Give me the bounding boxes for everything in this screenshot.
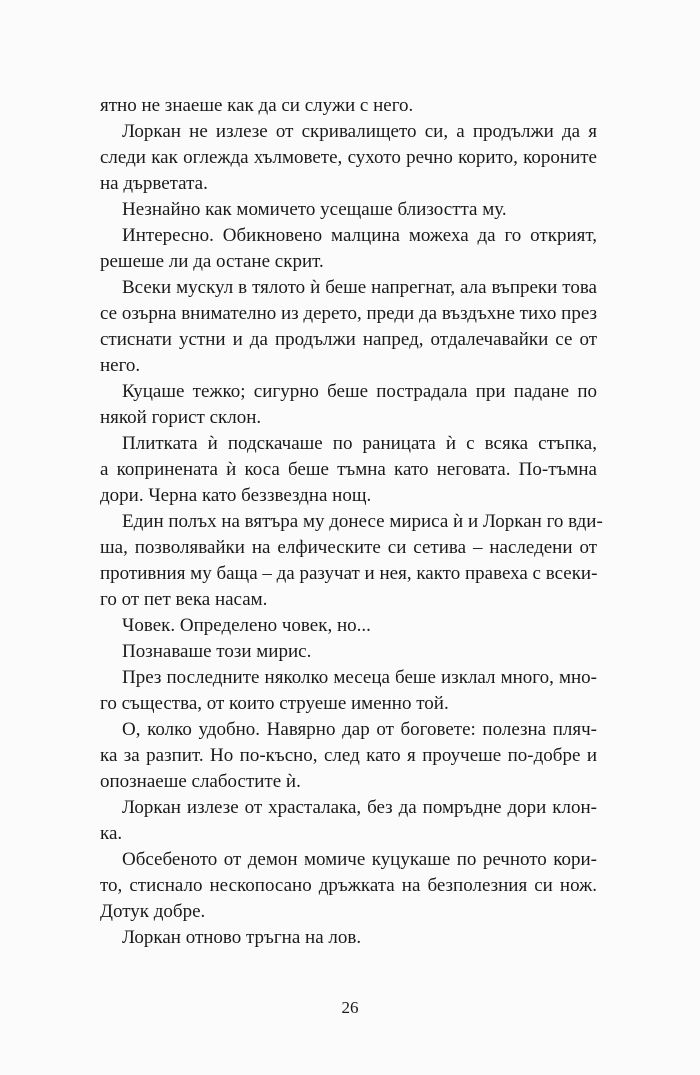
text-line: Плитката ѝ подскачаше по раницата ѝ с всяка стъпка, xyxy=(122,433,597,454)
book-page-text xyxy=(100,93,603,951)
text-line: а копринената ѝ коса беше тъмна като неговата. По-тъмна xyxy=(100,459,597,480)
text-line: ша, позволявайки на елфическите си сетива – наследени от xyxy=(100,537,597,558)
text-line: противния му баща – да разучат и нея, както правеха с всеки- xyxy=(100,563,598,584)
page-number: 26 xyxy=(341,998,359,1017)
text-line: Лоркан отново тръгна на лов. xyxy=(122,927,362,948)
text-line: го от пет века насам. xyxy=(100,589,268,610)
text-line: Лоркан не излезе от скривалището си, а продължи да я xyxy=(122,121,597,142)
text-line: Незнайно как момичето усещаше близостта му. xyxy=(122,199,507,220)
text-line: ятно не знаеше как да си служи с него. xyxy=(100,95,414,116)
text-line: следи как оглежда хълмовете, сухото речно корито, короните xyxy=(100,147,597,168)
text-line: Човек. Определено човек, но... xyxy=(122,615,371,636)
text-line: се озърна внимателно из дерето, преди да въздъхне тихо през xyxy=(100,303,597,324)
text-line: дори. Черна като беззвездна нощ. xyxy=(100,485,372,506)
text-line: опознаеше слабостите ѝ. xyxy=(100,771,301,792)
text-line: ка. xyxy=(100,823,123,844)
text-line: ка за разпит. Но по-късно, след като я проучеше по-добре и xyxy=(100,745,597,766)
text-line: През последните няколко месеца беше изклал много, мно- xyxy=(122,667,597,688)
text-line: то, стиснало нескопосано дръжката на безполезния си нож. xyxy=(100,875,597,896)
text-line: някой горист склон. xyxy=(100,407,262,428)
text-line: О, колко удобно. Навярно дар от боговете: полезна пляч- xyxy=(122,719,597,740)
text-line: Познаваше този мирис. xyxy=(122,641,312,662)
text-line: Куцаше тежко; сигурно беше пострадала при падане по xyxy=(122,381,597,402)
text-line: Всеки мускул в тялото ѝ беше напрегнат, ала въпреки това xyxy=(122,277,597,298)
text-line: решеше ли да остане скрит. xyxy=(100,251,324,272)
text-line: го същества, от които струеше именно той. xyxy=(100,693,449,714)
text-line: Интересно. Обикновено малцина можеха да го открият, xyxy=(122,225,597,246)
text-line: Лоркан излезе от храсталака, без да помръдне дори клон- xyxy=(122,797,597,818)
text-line: него. xyxy=(100,355,141,376)
text-line: на дърветата. xyxy=(100,173,208,194)
text-line: Обсебеното от демон момиче куцукаше по речното кори- xyxy=(122,849,597,870)
text-line: Дотук добре. xyxy=(100,901,206,922)
text-line: Един полъх на вятъра му донесе мириса ѝ и Лоркан го вди- xyxy=(122,511,603,532)
text-line: стиснати устни и да продължи напред, отдалечавайки се от xyxy=(100,329,597,350)
